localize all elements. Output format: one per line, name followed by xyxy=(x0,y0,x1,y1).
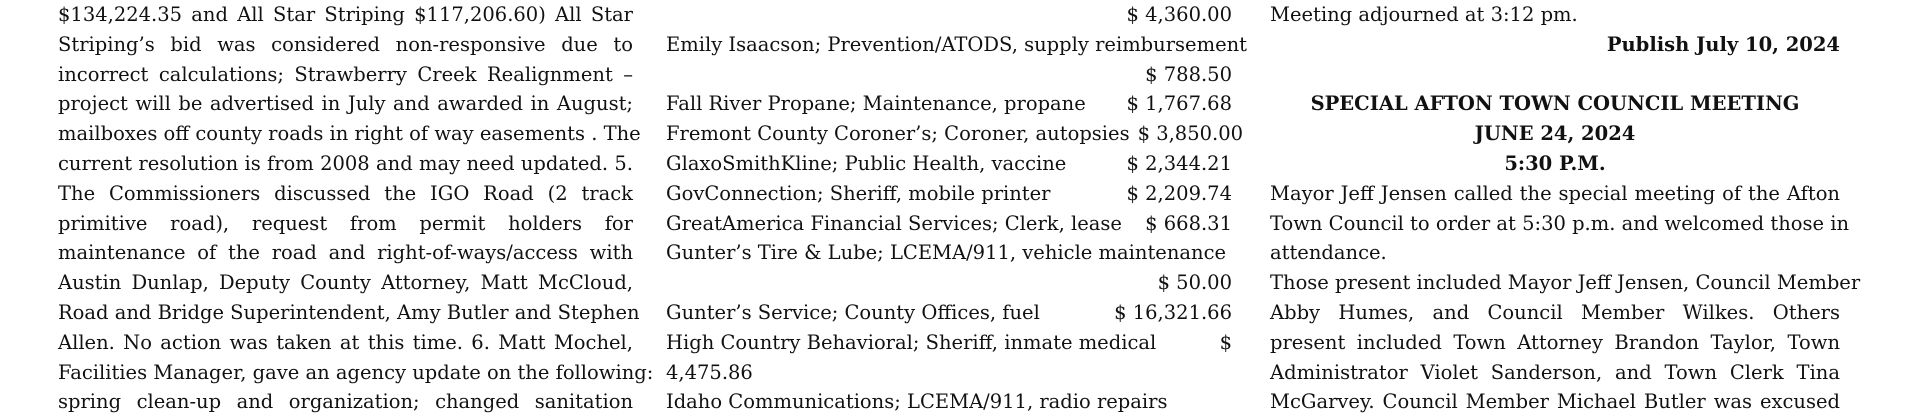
text-line: Those present included Mayor Jeff Jensen, Council Member xyxy=(1270,271,1861,295)
payment-amount: $ 1,767.68 xyxy=(1126,92,1232,116)
column-vendor-payments xyxy=(666,0,1248,417)
payment-entry xyxy=(666,298,1232,328)
payment-vendor: Fremont County Coroner’s; Coroner, autopsies xyxy=(666,122,1130,146)
column-town-council xyxy=(1270,0,1861,417)
payment-amount: $ 668.31 xyxy=(1145,211,1232,235)
text-line: current resolution is from 2008 and may need updated. 5. xyxy=(58,151,633,175)
payment-currency-sign: $ xyxy=(1219,330,1232,354)
payment-amount: 4,475.86 xyxy=(666,360,753,384)
text-line: Mayor Jeff Jensen called the special meeting of the Afton xyxy=(1270,181,1840,205)
text-line: Administrator Violet Sanderson, and Town Clerk Tina xyxy=(1270,360,1840,384)
text-line: primitive road), request from permit holders for xyxy=(58,211,633,235)
text-line: Facilities Manager, gave an agency update on the following: xyxy=(58,360,654,384)
text-line: Austin Dunlap, Deputy County Attorney, Matt McCloud, xyxy=(58,271,633,295)
payment-entry xyxy=(666,179,1232,209)
payment-entry xyxy=(666,149,1232,179)
meeting-heading: SPECIAL AFTON TOWN COUNCIL MEETING xyxy=(1310,92,1800,116)
payment-amount: $ 50.00 xyxy=(1157,271,1232,295)
text-line: Striping’s bid was considered non-responsive due to xyxy=(58,32,633,56)
text-line: Abby Humes, and Council Member Wilkes. Others xyxy=(1270,300,1840,324)
publish-date: Publish July 10, 2024 xyxy=(1606,32,1840,56)
meeting-date: JUNE 24, 2024 xyxy=(1474,122,1636,146)
payment-vendor: GovConnection; Sheriff, mobile printer xyxy=(666,181,1051,205)
payment-entry xyxy=(666,119,1244,149)
payment-amount: $ 788.50 xyxy=(1145,62,1232,86)
payment-entry xyxy=(666,209,1232,239)
payment-amount: $ 4,360.00 xyxy=(1126,3,1232,26)
text-line: maintenance of the road and right-of-ways/access with xyxy=(58,241,633,265)
payment-vendor: Gunter’s Tire & Lube; LCEMA/911, vehicle maintenance xyxy=(666,241,1227,265)
spacer xyxy=(1270,60,1840,90)
text-line: McGarvey. Council Member Michael Butler was excused xyxy=(1270,390,1840,414)
text-line: spring clean-up and organization; changed sanitation xyxy=(58,390,633,414)
payment-amount: $ 2,344.21 xyxy=(1126,151,1232,175)
payment-vendor: GreatAmerica Financial Services; Clerk, lease xyxy=(666,211,1122,235)
payment-vendor: High Country Behavioral; Sheriff, inmate medical xyxy=(666,330,1157,354)
text-line: The Commissioners discussed the IGO Road (2 track xyxy=(58,181,633,205)
payment-vendor: Emily Isaacson; Prevention/ATODS, supply reimbursement xyxy=(666,32,1248,56)
column-commissioners-minutes xyxy=(58,0,654,417)
payment-amount: $ 2,209.74 xyxy=(1126,181,1232,205)
payment-vendor: Idaho Communications; LCEMA/911, radio repairs xyxy=(666,390,1168,414)
payment-vendor: GlaxoSmithKline; Public Health, vaccine xyxy=(666,151,1067,175)
payment-amount: $ 16,321.66 xyxy=(1114,300,1232,324)
text-line: present included Town Attorney Brandon Taylor, Town xyxy=(1270,330,1840,354)
text-line: Town Council to order at 5:30 p.m. and welcomed those in xyxy=(1270,211,1850,235)
text-line: $134,224.35 and All Star Striping $117,206.60) All Star xyxy=(58,3,633,26)
payment-vendor: Gunter’s Service; County Offices, fuel xyxy=(666,300,1040,324)
adjournment-note: Meeting adjourned at 3:12 pm. xyxy=(1270,3,1578,26)
payment-amount: $ 3,850.00 xyxy=(1137,122,1244,146)
text-line: Allen. No action was taken at this time. 6. Matt Mochel, xyxy=(58,330,633,354)
text-line: incorrect calculations; Strawberry Creek Realignment – xyxy=(58,62,633,86)
meeting-time: 5:30 P.M. xyxy=(1504,151,1606,175)
payment-vendor: Fall River Propane; Maintenance, propane xyxy=(666,92,1086,116)
text-line: project will be advertised in July and awarded in August; xyxy=(58,92,633,116)
text-line: attendance. xyxy=(1270,241,1387,265)
payment-entry xyxy=(666,328,1232,358)
text-line: Road and Bridge Superintendent, Amy Butler and Stephen xyxy=(58,300,640,324)
text-line: mailboxes off county roads in right of way easements . The xyxy=(58,122,641,146)
payment-entry xyxy=(666,89,1232,119)
